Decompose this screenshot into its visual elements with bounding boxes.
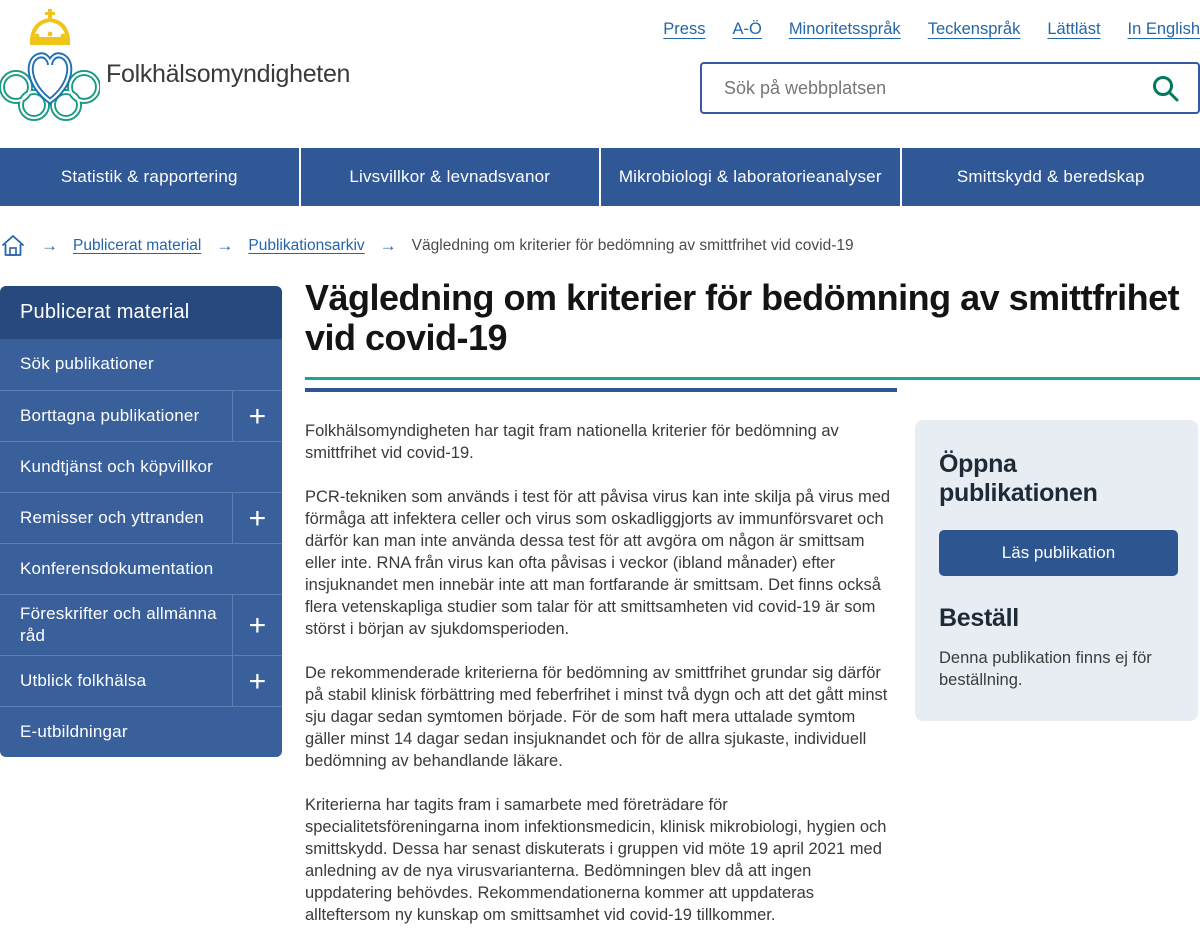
article-paragraph: De rekommenderade kriterierna för bedömning av smittfrihet grundar sig därför på stabil klinisk förbättring med feberfrihet i minst två dygn och att det gått minst sju dagar sedan symtomen började. För de som haft mera uttalade symtom gäller minst 14 dagar sedan insjuknandet och för de allra sjukaste, individuell bedömning av behandlande läkare. (305, 662, 897, 772)
breadcrumb-arrow-icon: → (216, 236, 233, 256)
read-publication-button[interactable]: Läs publikation (939, 530, 1178, 576)
breadcrumb-link-publikationsarkiv[interactable]: Publikationsarkiv (248, 237, 364, 255)
top-link-press[interactable]: Press (663, 20, 705, 39)
sidebar-item-label: Föreskrifter och allmänna råd (20, 603, 226, 647)
top-link-teckensprak[interactable]: Teckenspråk (928, 20, 1021, 39)
sidebar-item-remisser-och-yttranden[interactable] (0, 492, 282, 543)
sidebar-item-e-utbildningar[interactable]: E-utbildningar (0, 706, 282, 757)
breadcrumb-link-publicerat-material[interactable]: Publicerat material (73, 237, 201, 255)
header (0, 0, 1200, 148)
sidebar-item-foreskrifter-och-allmanna-rad[interactable] (0, 594, 282, 655)
breadcrumb-home-link[interactable] (0, 233, 26, 259)
sidebar-item-utblick-folkhalsa[interactable] (0, 655, 282, 706)
body-row (305, 420, 1200, 948)
article-body (305, 420, 897, 948)
breadcrumb (0, 232, 1200, 260)
sidebar-item-label: Utblick folkhälsa (20, 670, 146, 692)
publication-panel (915, 420, 1198, 721)
title-underline-blue (305, 388, 897, 392)
sidebar-item-label: Borttagna publikationer (20, 405, 199, 427)
left-sidebar (0, 286, 282, 757)
breadcrumb-current-page: Vägledning om kriterier för bedömning av smittfrihet vid covid-19 (412, 237, 854, 255)
crown-icon (30, 9, 70, 45)
search-icon (1150, 73, 1180, 103)
article-paragraph: Kriterierna har tagits fram i samarbete med företrädare för specialitetsföreningarna inom infektionsmedicin, klinisk mikrobiologi, hygien och smittskydd. Dessa har senast diskuterats i gruppen vid möte 19 april 2021 med anledning av de nya virusvarianterna. Bedömningen blev då att ingen uppdatering behövdes. Rekommendationerna kommer att uppdateras allteftersom ny kunskap om smittsamhet vid covid-19 tillkommer. (305, 794, 897, 926)
sidebar-item-konferensdokumentation[interactable]: Konferensdokumentation (0, 543, 282, 594)
breadcrumb-arrow-icon: → (41, 236, 58, 256)
site-search (700, 62, 1200, 114)
knot-loops (2, 73, 98, 118)
folkhalsomyndigheten-knot-crown-icon (0, 6, 100, 130)
search-input[interactable] (722, 77, 1146, 100)
page-title: Vägledning om kriterier för bedömning av smittfrihet vid covid-19 (305, 278, 1200, 357)
nav-item-statistik-rapportering[interactable]: Statistik & rapportering (0, 148, 299, 206)
expand-plus-icon[interactable]: + (232, 493, 282, 543)
open-publication-heading: Öppna publikationen (939, 450, 1178, 508)
logo-wordmark: Folkhälsomyndigheten (106, 60, 350, 89)
sidebar-item-kundtjanst-och-kopvillkor[interactable]: Kundtjänst och köpvillkor (0, 441, 282, 492)
sidebar-item-label: Remisser och yttranden (20, 507, 204, 529)
nav-item-mikrobiologi-laboratorieanalyser[interactable]: Mikrobiologi & laboratorieanalyser (601, 148, 900, 206)
sidebar-item-borttagna-publikationer[interactable] (0, 390, 282, 441)
expand-plus-icon[interactable]: + (232, 595, 282, 655)
top-link-a-o[interactable]: A-Ö (732, 20, 761, 39)
expand-plus-icon[interactable]: + (232, 391, 282, 441)
nav-item-livsvillkor-levnadsvanor[interactable]: Livsvillkor & levnadsvanor (301, 148, 600, 206)
article-paragraph: PCR-tekniken som används i test för att påvisa virus kan inte skilja på virus med förmåga att infektera celler och virus som oskadliggjorts av immunförsvaret och därför kan man inte använda dessa test för att avgöra om någon är smittsam eller inte. RNA från virus kan ofta påvisas i veckor (ibland månader) efter insjuknandet men innebär inte att man fortfarande är smittsam. Det finns också flera vetenskapliga studier som talar för att smittsamheten vid covid-19 är som störst i början av sjukdomsperioden. (305, 486, 897, 640)
search-button[interactable] (1146, 69, 1184, 107)
top-link-lattlast[interactable]: Lättläst (1047, 20, 1100, 39)
order-heading: Beställ (939, 604, 1178, 633)
nav-item-smittskydd-beredskap[interactable]: Smittskydd & beredskap (902, 148, 1200, 206)
sidebar-item-publicerat-material[interactable]: Publicerat material (0, 286, 282, 339)
main-column (305, 278, 1200, 948)
home-icon (0, 233, 26, 259)
breadcrumb-arrow-icon: → (380, 236, 397, 256)
main-navigation (0, 148, 1200, 206)
sidebar-item-sok-publikationer[interactable]: Sök publikationer (0, 339, 282, 390)
content-area (0, 278, 1200, 948)
expand-plus-icon[interactable]: + (232, 656, 282, 706)
top-link-minoritetssprak[interactable]: Minoritetsspråk (789, 20, 901, 39)
site-logo[interactable] (0, 6, 350, 130)
top-utility-links (663, 20, 1200, 39)
article-paragraph: Folkhälsomyndigheten har tagit fram nationella kriterier för bedömning av smittfrihet vid covid-19. (305, 420, 897, 464)
title-underline-teal (305, 377, 1200, 380)
top-link-in-english[interactable]: In English (1128, 20, 1200, 39)
order-availability-text: Denna publikation finns ej för beställning. (939, 647, 1178, 691)
